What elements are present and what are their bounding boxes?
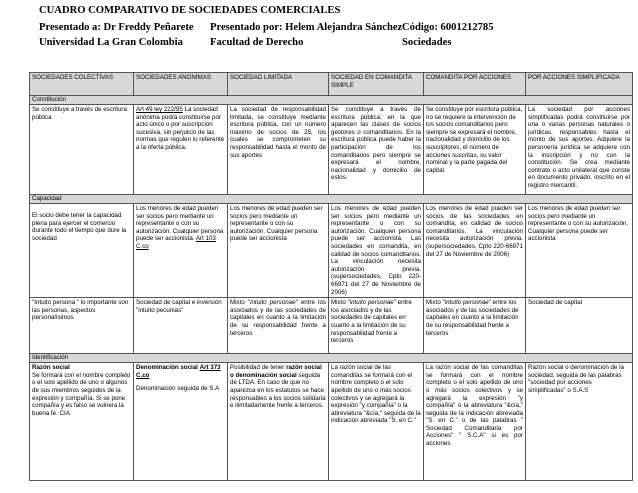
cell-emphasis: "intuito personae"	[347, 299, 396, 307]
faculty: Facultad de Derecho	[210, 37, 304, 48]
section-label: Capacidad	[30, 195, 633, 204]
legal-reference: Art 49 ley 222/95	[136, 106, 183, 113]
cell-text: Mixto	[331, 299, 348, 307]
table-cell	[134, 105, 228, 195]
table-cell: Los menores de edad pueden ser socios de las sociedades en comandita, en calidad de socios comanditarios. La vinculación necesita autorización previa. (supersociedades, Cpto 220-66971 del 27 de Noviembre de 2006)	[424, 204, 526, 298]
comparison-table	[29, 72, 633, 481]
cell-emphasis: "intuito personae"	[442, 299, 491, 307]
legal-reference: Art 103 C.co	[136, 235, 216, 250]
cell-emphasis: "intuito personae"	[247, 299, 298, 307]
presented-to: Presentado a: Dr Freddy Peñarete	[39, 22, 194, 33]
table-header-row	[30, 73, 633, 96]
cell-heading: Razón social	[32, 364, 70, 372]
cell-text: Denominación seguida de S.A	[136, 385, 220, 393]
section-row-constitucion	[30, 96, 633, 105]
column-header: COMANDITA POR ACCIONES	[424, 73, 526, 96]
column-header: POR ACCIONES SIMPLIFICADA	[526, 73, 633, 96]
column-header: SOCIEDAD EN COMANDITA SIMPLE	[329, 73, 424, 96]
column-header: SOCIEDADES COLECTIVAS	[30, 73, 134, 96]
cell-text: Mixto	[230, 299, 248, 307]
table-cell: "Intuito persona " lo importante son las personas, aspectos personalísimos	[30, 298, 134, 354]
cell-text: Los menores de edad pueden ser socios pero mediante un representante o con su autorización. Cualquier persona puede ser accionista.	[136, 205, 224, 243]
table-cell: La razón social de las comanditas se formará con el nombre completo o el solo apellido de uno o más socios colectivos y se agregará la expresión "y compañía" o la abreviatura "&cía," seguida de la indicación abreviada "S. en C." o de las palabras " Sociedad Comanditaria por Acciones" " S.C.A" si es por acciones	[424, 363, 526, 481]
table-cell: Se constituye por escritura pública, no se requiere la intervención de los socios comanditarios pero siempre se expresará el nombre, nacionalidad y domicilio de los suscriptores, el número de acciones suscritas, su valor nominal y la parte pagada del capital.	[424, 105, 526, 195]
table-cell	[134, 204, 228, 298]
cell-text: entre los asociados y de las sociedades de capitales en cuanto a la limitación de su responsabilidad frente a terceros	[230, 299, 326, 337]
table-cell: Los menores de edad pueden ser socios pero mediante un representante o con su autorización. Cualquier persona puede ser accionista. Las sociedades en comandita, en calidad de socios comanditarios. La vinculación necesita autorización previa. (supersociedades, Cpto 220-66971 del 27 de Noviembre de 2006)	[329, 204, 424, 298]
section-label: Constitución	[30, 96, 633, 105]
cell-text: El socio debe tener la capacidad plena para ejercer el comercio durante todo el tiempo que dure la sociedad	[32, 212, 127, 242]
document-title: CUADRO COMPARATIVO DE SOCIEDADES COMERCIALES	[39, 5, 341, 16]
cell-text: Se formará con el nombre completo o el solo apellido de uno o algunos de sus miembros seguidos de la expresión y compañía. Si se pone compañía y es falso se vulnera la buena fe. CIA	[32, 371, 131, 417]
table-cell: Se constituye a través de escritura pública	[30, 105, 134, 195]
table-cell: Sociedad de capital e inversión "intuito pecunias"	[134, 298, 228, 354]
cell-text: entre los asociados y de las sociedades de capitales en cuanto a la limitación de su responsabilidad frente a terceros	[426, 299, 519, 337]
table-cell	[134, 363, 228, 481]
section-row-identificacion	[30, 354, 633, 363]
table-cell	[329, 298, 424, 354]
table-row	[30, 363, 633, 481]
legal-reference: Art 373 C.co	[136, 364, 221, 379]
table-cell	[30, 204, 134, 298]
document-header	[0, 0, 638, 72]
cell-text: entre los asociados y de las sociedades de capitales en cuanto a la limitación de su responsabilidad frente a terceros	[331, 299, 412, 345]
cell-heading: Denominación social	[136, 364, 198, 372]
cell-text: Mixto	[426, 299, 443, 307]
table-cell: La sociedad de responsabilidad limitada, se constituye mediante escritura pública, con un número máximo de socios de 25, los cuales se comprometen su responsabilidad hasta el monto de sus aportes	[228, 105, 329, 195]
cell-emphasis: razón social o denominación social	[230, 364, 322, 379]
table-cell: La razón social de las comanditas se formará con el nombre completo o el solo apellido de uno o más socios colectivos y se agregará la expresión "y compañía" o la abreviatura "&cía," seguida de la indicación abreviada "S. en C."	[329, 363, 424, 481]
table-cell: Los menores de edad pueden ser socios pero mediante un representante o con su autorización. Cualquier persona puede ser accionista	[526, 204, 633, 298]
table-cell: Los menores de edad pueden ser socios pero mediante un representante o con su autorización. Cualquier persona puede ser accionista	[228, 204, 329, 298]
table-row	[30, 204, 633, 298]
table-cell: Se constituye a través de escritura pública; en la que aparecen las clases de socios gestores o comanditarios. En la escritura pública puede haber la participación de los comanditarios pero siempre se expresará el nombre, nacionalidad y domicilio de estos.	[329, 105, 424, 195]
presented-by: Presentado por: Helem Alejandra Sánchez	[210, 22, 403, 33]
student-code: Código: 6001212785	[402, 22, 494, 33]
table-cell	[424, 298, 526, 354]
comparison-table-wrapper	[29, 72, 632, 481]
cell-text: La sociedad anónima podrá constituirse por acto único o por suscripción sucesiva, sin perjuicio de las normas que regulen lo referente a la oferta pública.	[136, 106, 225, 151]
table-row	[30, 298, 633, 354]
cell-text: Posibilidad de tener	[230, 364, 287, 372]
table-cell	[228, 298, 329, 354]
table-cell: Sociedad de capital	[526, 298, 633, 354]
section-label: Identificación	[30, 354, 633, 363]
column-header: SOCIEDADES ANONIMAS	[134, 73, 228, 96]
subject: Sociedades	[402, 37, 452, 48]
table-cell	[30, 363, 134, 481]
cell-text: seguida de LTDA. En caso de que no aparezca en los estatutos se hace responsables a los socios solidaria e ilimitadamente frente a terceros.	[230, 371, 326, 410]
table-row	[30, 105, 633, 195]
column-header: SOCIEDAD LIMITADA	[228, 73, 329, 96]
table-cell	[228, 363, 329, 481]
table-cell: La sociedad por acciones simplificadas podrá constituirse por una o varias personas naturales o jurídicas, responsables hasta el monto de sus aportes. Adquiere la personería jurídica se adquiere con la inscripción y no con la constitución. Se crea mediante contrato o acto unilateral que conste en documento privado, inscrito en el registro mercantil.	[526, 105, 633, 195]
section-row-capacidad	[30, 195, 633, 204]
table-cell: Razón social o denominación de la sociedad, seguida de las palabras "sociedad por acciones simplificadas" o S.A.S	[526, 363, 633, 481]
university: Universidad La Gran Colombia	[39, 37, 183, 48]
